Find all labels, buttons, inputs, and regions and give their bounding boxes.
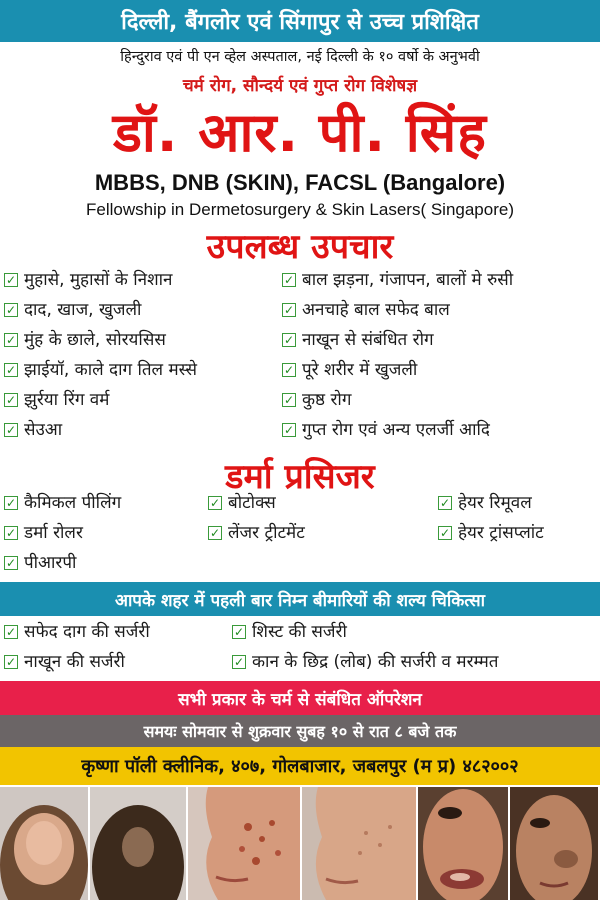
surgery-banner <box>0 582 600 616</box>
list-item-label: शिस्ट की सर्जरी <box>252 622 347 642</box>
list-item-label: मुहासे, मुहासों के निशान <box>24 270 173 290</box>
checkbox-check-icon: ✓ <box>5 273 17 287</box>
checkbox-check-icon: ✓ <box>439 526 451 540</box>
surgery-col2-list <box>232 617 498 677</box>
list-item <box>282 355 513 385</box>
address-banner <box>0 747 600 785</box>
list-item <box>282 265 513 295</box>
list-item <box>4 355 197 385</box>
list-item <box>282 415 513 445</box>
checkbox-check-icon: ✓ <box>5 363 17 377</box>
checkbox-check-icon: ✓ <box>5 393 17 407</box>
list-item <box>282 295 513 325</box>
list-item-label: अनचाहे बाल सफेद बाल <box>302 300 450 320</box>
checkbox-check-icon: ✓ <box>283 363 295 377</box>
list-item-label: गुप्त रोग एवं अन्य एलर्जी आदि <box>302 420 490 440</box>
list-item <box>438 488 544 518</box>
lip-lesion-photo <box>418 787 508 900</box>
pigmented-face-photo <box>510 787 598 900</box>
derma-col1-list <box>4 488 121 578</box>
derma-col3-list <box>438 488 544 548</box>
treatments-left-list <box>4 265 197 445</box>
checkbox-check-icon: ✓ <box>233 625 245 639</box>
checkbox-check-icon: ✓ <box>233 655 245 669</box>
list-item <box>4 295 197 325</box>
list-item <box>4 647 150 677</box>
list-item <box>4 518 121 548</box>
checkbox-check-icon: ✓ <box>209 526 221 540</box>
list-item-label: झाईयॉ, काले दाग तिल मस्से <box>24 360 197 380</box>
derma-col2-list <box>208 488 305 548</box>
list-item <box>208 518 305 548</box>
experience-line: हिन्दुराव एवं पी एन व्हेल अस्पताल, नई दिल्ली के १० वर्षो के अनुभवी <box>120 49 480 65</box>
doctor-name: डॉ. आर. पी. सिंह <box>113 101 487 164</box>
list-item <box>208 488 305 518</box>
list-item-label: हेयर ट्रांसप्लांट <box>458 523 544 543</box>
operations-banner <box>0 681 600 715</box>
thinning-hair-photo <box>90 787 186 900</box>
list-item-label: डर्मा रोलर <box>24 523 83 543</box>
checkbox-check-icon: ✓ <box>283 333 295 347</box>
list-item <box>4 265 197 295</box>
list-item-label: कुष्ठ रोग <box>302 390 352 410</box>
list-item <box>438 518 544 548</box>
treatments-right-list <box>282 265 513 445</box>
timing-banner <box>0 715 600 747</box>
list-item <box>282 385 513 415</box>
list-item-label: सेउआ <box>24 420 63 440</box>
operations-banner-text: सभी प्रकार के चर्म से संबंधित ऑपरेशन <box>178 689 422 710</box>
treatments-heading: उपलब्ध उपचार <box>206 227 394 267</box>
list-item-label: नाखून की सर्जरी <box>24 652 125 672</box>
list-item-label: लेंजर ट्रीटमेंट <box>228 523 305 543</box>
list-item-label: कान के छिद्र (लोब) की सर्जरी व मरम्मत <box>252 652 499 672</box>
list-item-label: मुंह के छाले, सोरयसिस <box>24 330 166 350</box>
checkbox-check-icon: ✓ <box>283 423 295 437</box>
list-item-label: नाखून से संबंधित रोग <box>302 330 434 350</box>
checkbox-check-icon: ✓ <box>5 655 17 669</box>
list-item-label: बाल झड़ना, गंजापन, बालों मे रुसी <box>302 270 514 290</box>
degrees-line: MBBS, DNB (SKIN), FACSL (Bangalore) <box>94 170 506 195</box>
list-item-label: हेयर रिमूवल <box>458 493 532 513</box>
checkbox-check-icon: ✓ <box>5 556 17 570</box>
list-item <box>4 385 197 415</box>
checkbox-check-icon: ✓ <box>5 303 17 317</box>
checkbox-check-icon: ✓ <box>283 303 295 317</box>
list-item <box>4 325 197 355</box>
list-item-label: झुर्रया रिंग वर्म <box>24 390 110 410</box>
fellowship-line: Fellowship in Dermetosurgery & Skin Lasers( Singapore) <box>85 200 514 219</box>
list-item <box>4 548 121 578</box>
list-item <box>4 617 150 647</box>
checkbox-check-icon: ✓ <box>283 273 295 287</box>
list-item <box>232 617 498 647</box>
list-item-label: सफेद दाग की सर्जरी <box>24 622 150 642</box>
list-item-label: पूरे शरीर में खुजली <box>302 360 418 380</box>
list-item <box>4 415 197 445</box>
list-item <box>232 647 498 677</box>
checkbox-check-icon: ✓ <box>209 496 221 510</box>
surgery-col1-list <box>4 617 150 677</box>
top-banner-text: दिल्ली, बैंगलोर एवं सिंगापुर से उच्च प्रशिक्षित <box>121 10 479 35</box>
checkbox-check-icon: ✓ <box>5 625 17 639</box>
acne-scars-cheek-photo <box>188 787 300 900</box>
timing-text: समयः सोमवार से शुक्रवार सुबह १० से रात ८ बजे तक <box>143 722 457 741</box>
derma-heading: डर्मा प्रसिजर <box>225 457 375 497</box>
list-item-label: पीआरपी <box>24 553 77 573</box>
list-item <box>4 488 121 518</box>
checkbox-check-icon: ✓ <box>5 423 17 437</box>
list-item-label: बोटोक्स <box>228 493 276 513</box>
list-item <box>282 325 513 355</box>
photo-strip <box>0 787 600 900</box>
balding-scalp-photo <box>0 787 88 900</box>
surgery-banner-text: आपके शहर में पहली बार निम्न बीमारियों की शल्य चिकित्सा <box>114 590 486 611</box>
checkbox-check-icon: ✓ <box>5 496 17 510</box>
list-item-label: दाद, खाज, खुजली <box>24 300 142 320</box>
checkbox-check-icon: ✓ <box>283 393 295 407</box>
address-text: कृष्णा पॉली क्लीनिक, ४०७, गोलबाजार, जबलपुर (म प्र) ४८२००२ <box>81 756 519 777</box>
specialty-line: चर्म रोग, सौन्दर्य एवं गुप्त रोग विशेषज्ञ <box>182 76 418 96</box>
checkbox-check-icon: ✓ <box>5 333 17 347</box>
top-banner <box>0 0 600 42</box>
checkbox-check-icon: ✓ <box>439 496 451 510</box>
list-item-label: कैमिकल पीलिंग <box>24 493 122 513</box>
skin-texture-cheek-photo <box>302 787 416 900</box>
checkbox-check-icon: ✓ <box>5 526 17 540</box>
